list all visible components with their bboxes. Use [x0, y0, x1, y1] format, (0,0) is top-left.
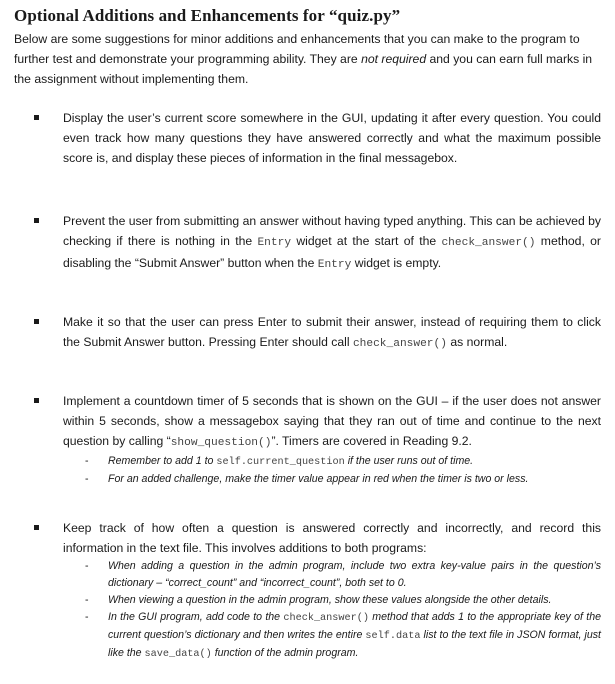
page-title: Optional Additions and Enhancements for “quiz.py” — [14, 6, 401, 25]
suggestion-text: Prevent the user from submitting an answer without having typed anything. This can be achieved by checking if there is nothing in the — [63, 214, 601, 248]
sub-text: function of the admin program. — [211, 647, 359, 659]
suggestion-text: Implement a countdown timer of 5 seconds that is shown on the GUI – if the user does not answer within 5 seconds, show a messagebox saying that they ran out of time and continue to the next question by calling “ — [63, 394, 601, 448]
suggestion-text: widget at the start of the — [291, 234, 442, 248]
dash-marker: - — [85, 455, 89, 467]
bullet-icon — [34, 115, 39, 120]
suggestion-list — [14, 108, 601, 663]
sub-item — [14, 558, 601, 592]
sub-item — [14, 592, 601, 609]
sub-text: When viewing a question in the admin program, show these values alongside the other details. — [108, 594, 552, 606]
sub-text: In the GUI program, add code to the — [108, 611, 284, 623]
code-check-answer: check_answer() — [352, 338, 447, 350]
suggestion-text: ”. Timers are covered in Reading 9.2. — [271, 434, 472, 448]
sub-text: method that adds 1 to the appropriate key of the current question’s dictionary and then writes the entire — [108, 611, 601, 641]
code-save-data: save_data() — [144, 649, 212, 660]
sub-text: if the user runs out of time. — [344, 455, 474, 467]
suggestion-enter-key — [14, 312, 601, 354]
code-current-question: self.current_question — [216, 457, 345, 468]
suggestion-text: Display the user’s current score somewhere in the GUI, updating it after every question. You could even track how many questions they have answered correctly and what the maximum possible score is, and display these pieces of information in the final messagebox. — [63, 111, 601, 165]
intro-emphasis: not required — [361, 52, 427, 66]
sub-text: list to the text file in JSON format, just like the — [108, 629, 601, 659]
code-entry: Entry — [317, 259, 352, 271]
code-check-answer: check_answer() — [441, 237, 536, 249]
bullet-icon — [34, 525, 39, 530]
bullet-icon — [34, 218, 39, 223]
suggestion-text: Make it so that the user can press Enter to submit their answer, instead of requiring them to click the Submit Answer button. Pressing Enter should call — [63, 315, 601, 349]
bullet-icon — [34, 398, 39, 403]
intro-text: Below are some suggestions for minor additions and enhancements that you can make to the program to further test and demonstrate your programming ability. They are — [14, 32, 580, 66]
dash-marker: - — [85, 473, 89, 485]
suggestion-countdown-timer — [14, 391, 601, 488]
dash-marker: - — [85, 560, 89, 572]
suggestion-score-display — [14, 108, 601, 168]
sub-text: When adding a question in the admin program, include two extra key-value pairs in the question’s dictionary – “correct_count” and “incorrect_count”, both set to 0. — [108, 560, 601, 589]
sub-list — [63, 453, 601, 488]
suggestion-text: method, or disabling the “Submit Answer” button when the — [63, 234, 601, 270]
code-self-data: self.data — [365, 631, 421, 642]
suggestion-text: as normal. — [446, 335, 508, 349]
suggestion-text: widget is empty. — [351, 256, 442, 270]
code-entry: Entry — [257, 237, 292, 249]
sub-text: Remember to add 1 to — [108, 455, 217, 467]
sub-item — [14, 609, 601, 663]
sub-list — [63, 558, 601, 663]
dash-marker: - — [85, 594, 89, 606]
bullet-icon — [34, 319, 39, 324]
suggestion-text: Keep track of how often a question is answered correctly and incorrectly, and record this information in the text file. This involves additions to both programs: — [63, 521, 601, 555]
sub-item — [14, 471, 601, 488]
sub-text: For an added challenge, make the timer value appear in red when the timer is two or less. — [108, 473, 529, 485]
code-check-answer: check_answer() — [283, 613, 369, 624]
sub-item — [14, 453, 601, 471]
code-show-question: show_question() — [170, 437, 272, 449]
suggestion-answer-tracking — [14, 518, 601, 663]
intro-paragraph — [14, 29, 601, 89]
dash-marker: - — [85, 611, 89, 623]
suggestion-empty-answer — [14, 211, 601, 275]
intro-text-end: and you can earn full marks in the assignment without implementing them. — [14, 52, 593, 86]
